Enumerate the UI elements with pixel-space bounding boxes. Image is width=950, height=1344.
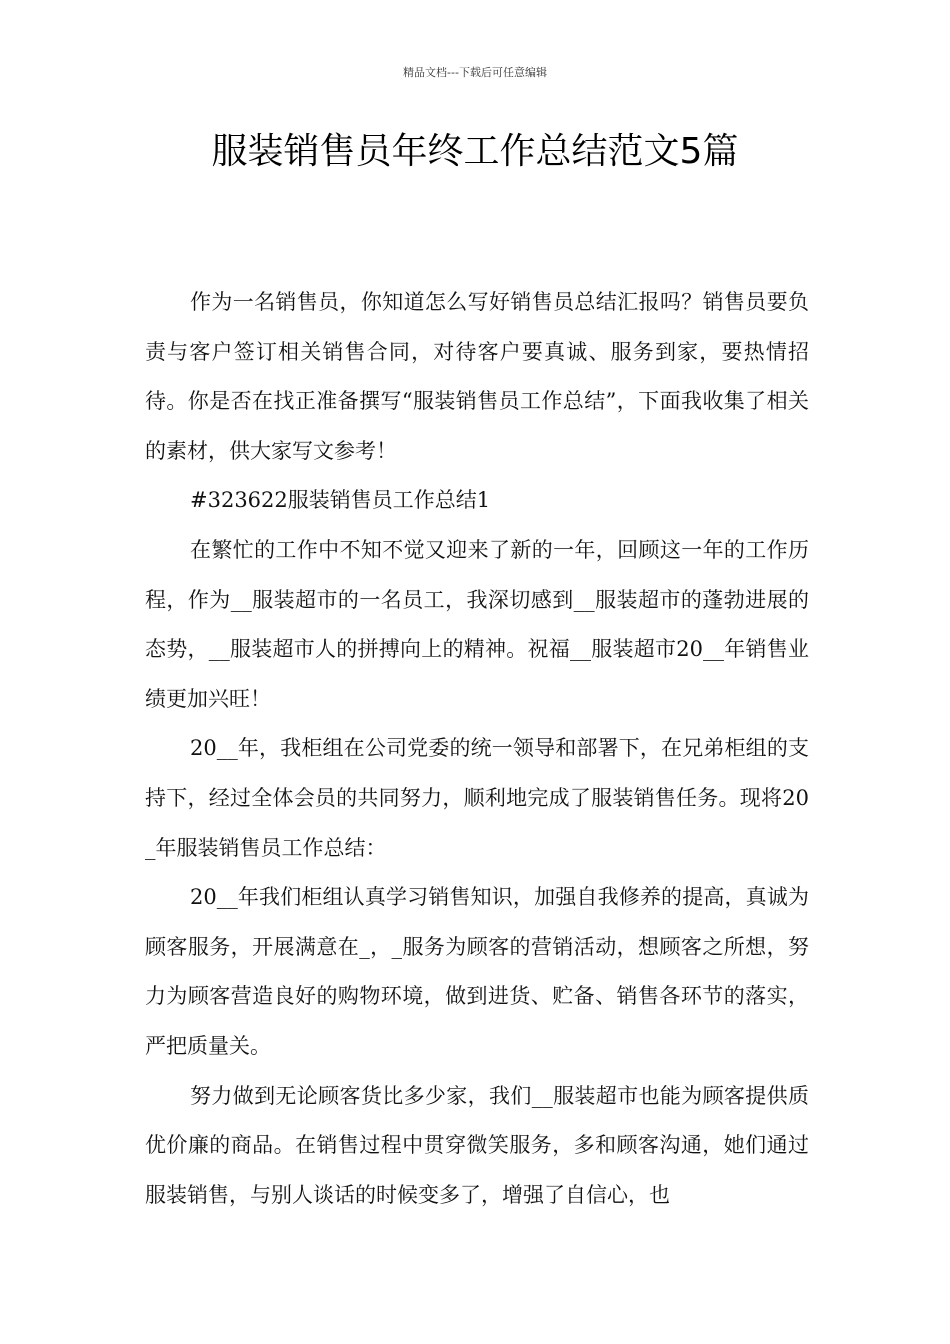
section-heading: #323622服装销售员工作总结1 [190,488,491,513]
document-body [145,278,809,1220]
paragraph: 20__年，我柜组在公司党委的统一领导和部署下，在兄弟柜组的支持下，经过全体会员的共同努力，顺利地完成了服装销售任务。现将20_年服装销售员工作总结： [145,736,809,860]
paragraph: 努力做到无论顾客货比多少家，我们__服装超市也能为顾客提供质优价廉的商品。在销售过程中贯穿微笑服务，多和顾客沟通，她们通过服装销售，与别人谈话的时候变多了，增强了自信心，也 [145,1083,809,1207]
paragraph-intro: 作为一名销售员，你知道怎么写好销售员总结汇报吗？销售员要负责与客户签订相关销售合同，对待客户要真诚、服务到家，要热情招待。你是否在找正准备撰写“服装销售员工作总结”，下面我收集了相关的素材，供大家写文参考！ [145,290,809,463]
page-header: 精品文档---下载后可任意编辑 [403,66,547,79]
document-title: 服装销售员年终工作总结范文5篇 [211,131,739,172]
paragraph: 在繁忙的工作中不知不觉又迎来了新的一年，回顾这一年的工作历程，作为__服装超市的一名员工，我深切感到__服装超市的蓬勃进展的态势，__服装超市人的拼搏向上的精神。祝福__服装超市20__年销售业绩更加兴旺！ [145,537,809,711]
paragraph: 20__年我们柜组认真学习销售知识，加强自我修养的提高，真诚为顾客服务，开展满意在_，_服务为顾客的营销活动，想顾客之所想，努力为顾客营造良好的购物环境，做到进货、贮备、销售各环节的落实，严把质量关。 [145,885,809,1058]
